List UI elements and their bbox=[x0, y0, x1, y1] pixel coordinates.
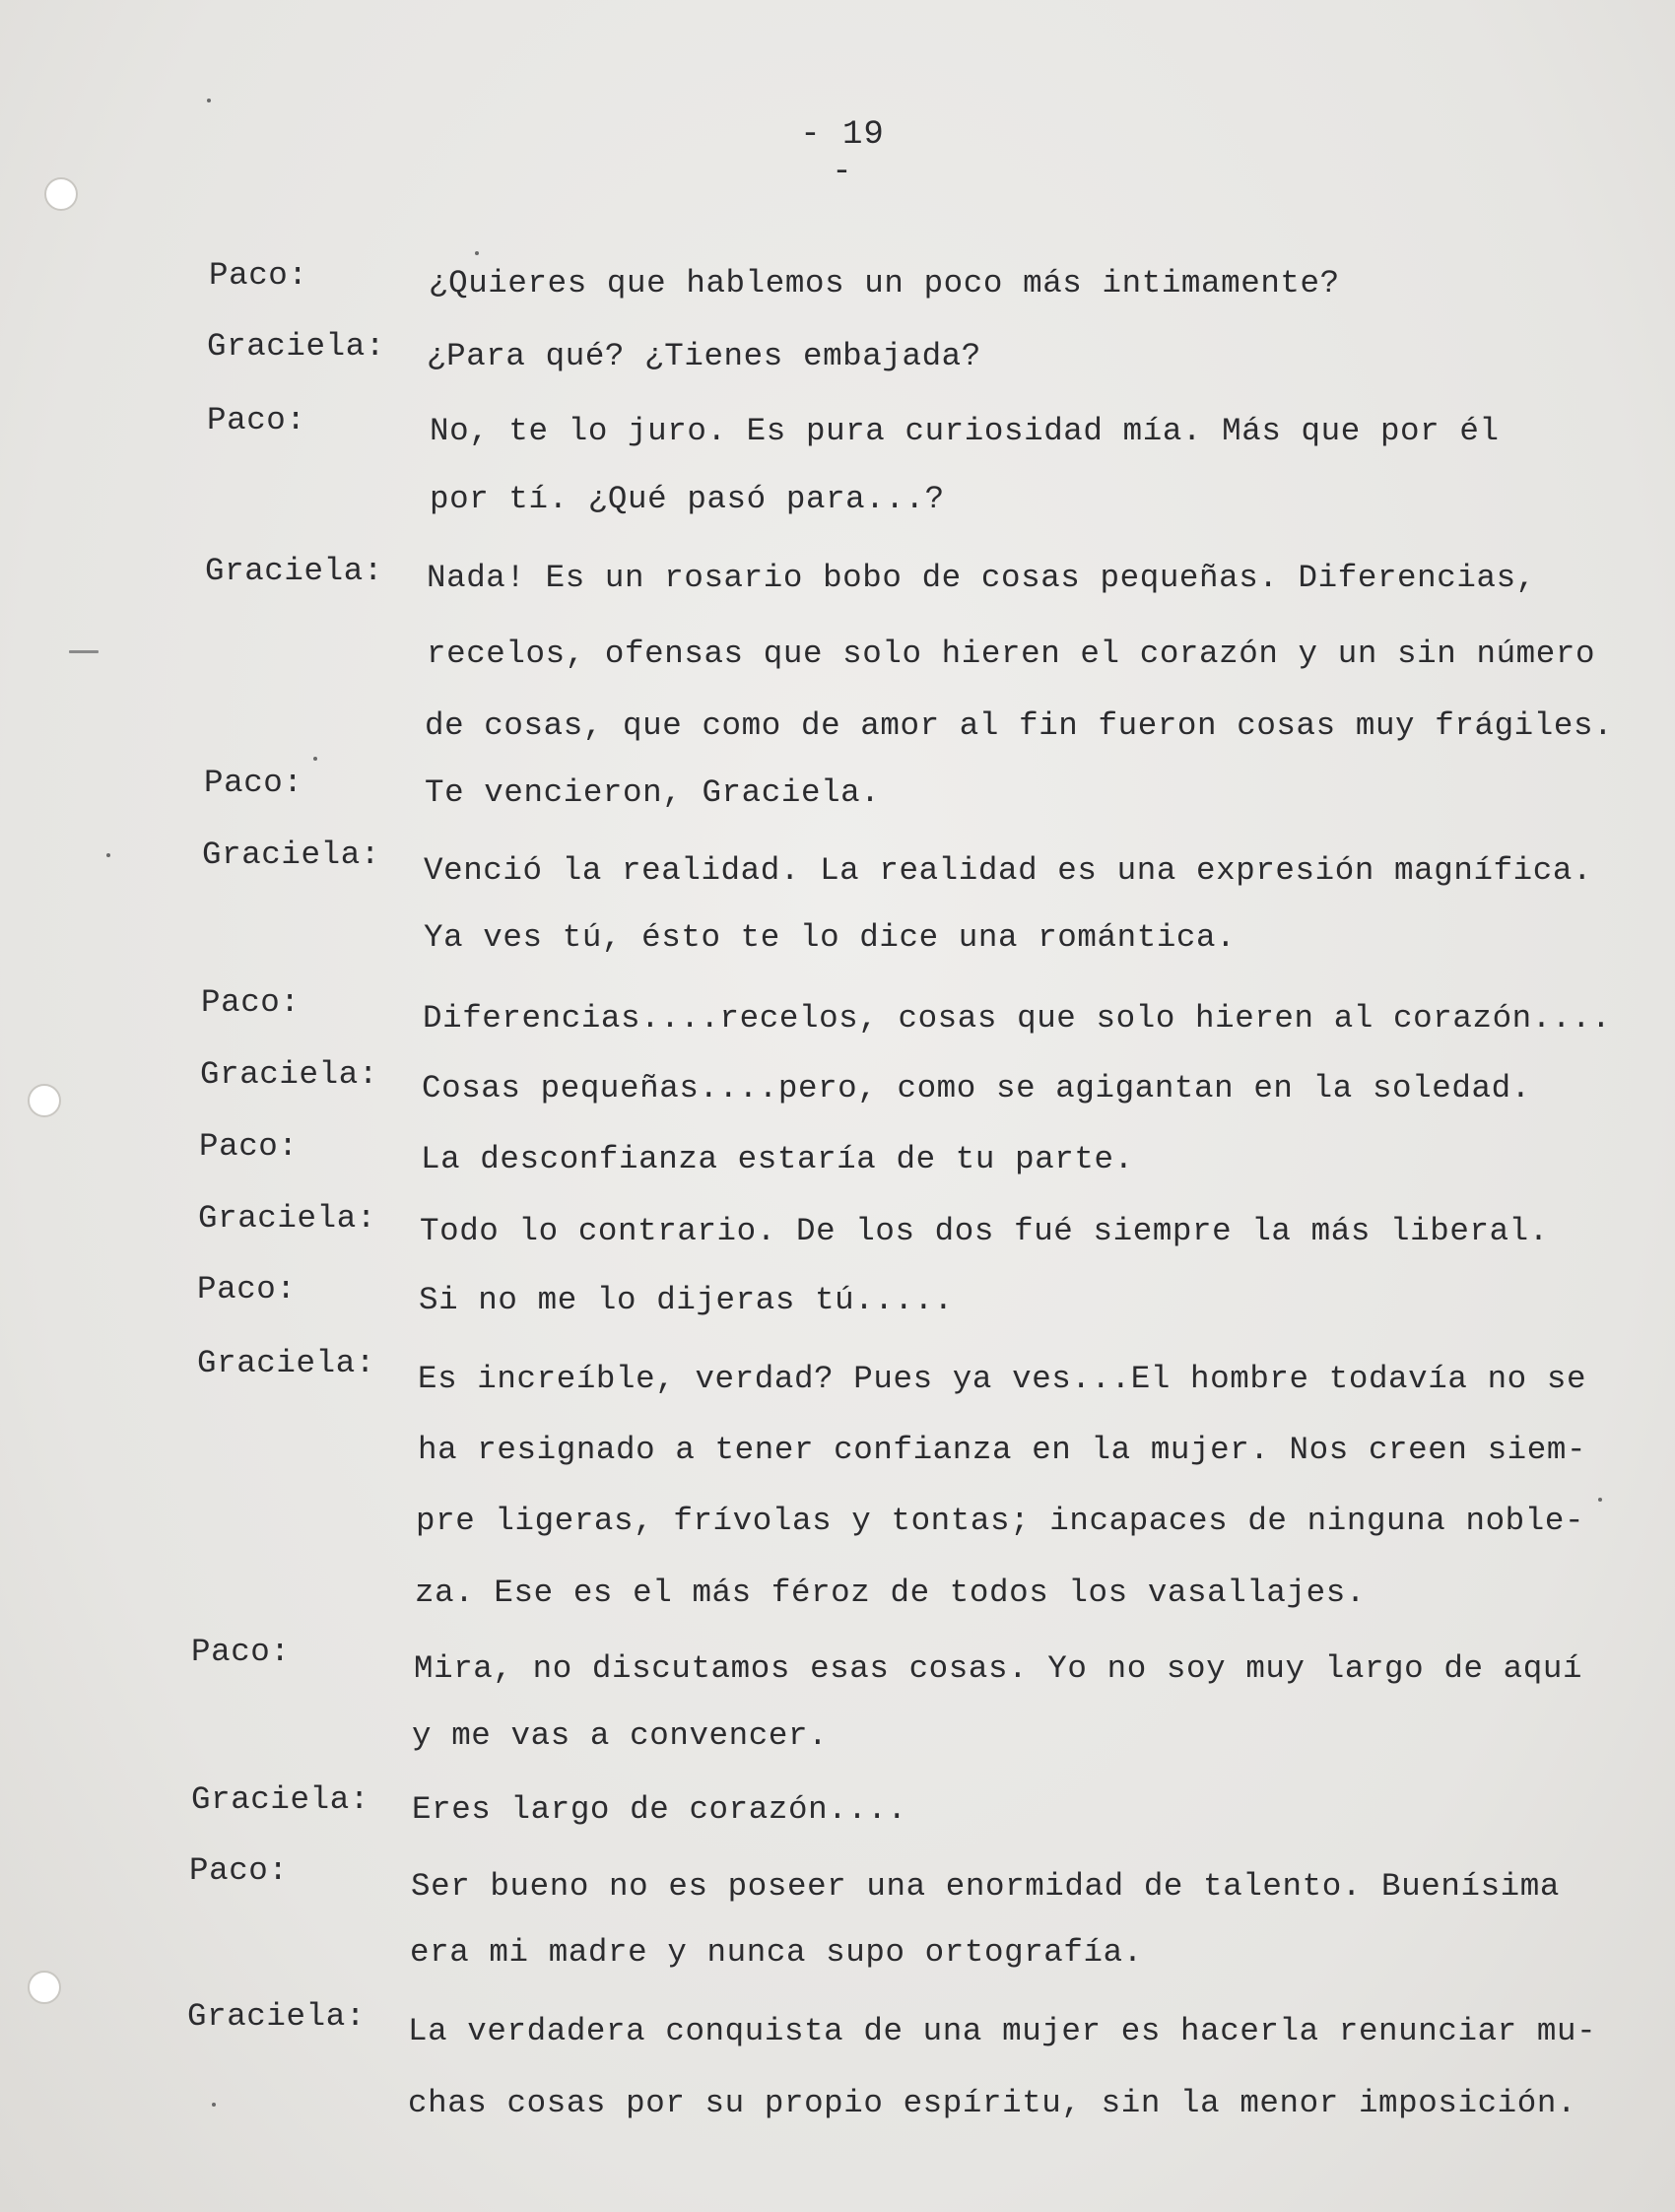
speaker-label: Graciela: bbox=[198, 1200, 376, 1237]
dialogue-line: recelos, ofensas que solo hieren el corazón y un sin número bbox=[427, 636, 1596, 672]
speaker-label: Paco: bbox=[204, 765, 303, 801]
speaker-label: Graciela: bbox=[202, 837, 380, 873]
dialogue-line: pre ligeras, frívolas y tontas; incapaces de ninguna noble- bbox=[416, 1503, 1585, 1539]
ink-speck bbox=[1598, 1498, 1602, 1502]
dialogue-line: La verdadera conquista de una mujer es hacerla renunciar mu- bbox=[408, 2013, 1597, 2049]
speaker-label: Graciela: bbox=[200, 1056, 378, 1093]
ink-speck bbox=[313, 757, 317, 761]
speaker-label: Paco: bbox=[207, 402, 306, 438]
punch-hole-top bbox=[44, 177, 78, 211]
dialogue-line: No, te lo juro. Es pura curiosidad mía. Más que por él bbox=[430, 413, 1500, 449]
dialogue-line: Te vencieron, Graciela. bbox=[425, 774, 881, 811]
dialogue-line: y me vas a convencer. bbox=[412, 1717, 829, 1754]
dialogue-line: ¿Para qué? ¿Tienes embajada? bbox=[427, 338, 981, 374]
ink-speck bbox=[69, 650, 99, 653]
ink-speck bbox=[475, 251, 479, 255]
speaker-label: Graciela: bbox=[205, 553, 383, 589]
speaker-label: Graciela: bbox=[207, 328, 385, 365]
speaker-label: Paco: bbox=[199, 1128, 299, 1165]
dialogue-line: ¿Quieres que hablemos un poco más intimamente? bbox=[429, 265, 1340, 302]
speaker-label: Paco: bbox=[189, 1852, 289, 1889]
dialogue-line: chas cosas por su propio espíritu, sin la menor imposición. bbox=[408, 2085, 1577, 2121]
dialogue-line: de cosas, que como de amor al fin fueron cosas muy frágiles. bbox=[425, 707, 1614, 744]
speaker-label: Paco: bbox=[201, 984, 301, 1021]
dialogue-line: Diferencias....recelos, cosas que solo hieren al corazón.... bbox=[423, 1000, 1612, 1037]
punch-hole-bottom bbox=[28, 1971, 61, 2004]
speaker-label: Paco: bbox=[209, 257, 308, 294]
ink-speck bbox=[212, 2103, 216, 2107]
dialogue-line: Venció la realidad. La realidad es una expresión magnífica. bbox=[424, 852, 1593, 889]
speaker-label: Graciela: bbox=[197, 1345, 375, 1381]
dialogue-line: Eres largo de corazón.... bbox=[412, 1791, 907, 1828]
dialogue-line: Es increíble, verdad? Pues ya ves...El hombre todavía no se bbox=[418, 1361, 1587, 1397]
dialogue-line: por tí. ¿Qué pasó para...? bbox=[430, 481, 945, 517]
speaker-label: Graciela: bbox=[187, 1998, 366, 2035]
dialogue-line: Nada! Es un rosario bobo de cosas pequeñas. Diferencias, bbox=[427, 560, 1536, 596]
speaker-label: Graciela: bbox=[191, 1781, 369, 1818]
punch-hole-middle bbox=[28, 1084, 61, 1117]
dialogue-line: Si no me lo dijeras tú..... bbox=[419, 1282, 954, 1318]
dialogue-line: za. Ese es el más féroz de todos los vasallajes. bbox=[415, 1575, 1366, 1611]
dialogue-line: Ya ves tú, ésto te lo dice una romántica. bbox=[424, 919, 1237, 956]
ink-speck bbox=[207, 99, 211, 102]
speaker-label: Paco: bbox=[191, 1634, 291, 1670]
speaker-label: Paco: bbox=[197, 1271, 297, 1307]
dialogue-line: Todo lo contrario. De los dos fué siempre la más liberal. bbox=[420, 1213, 1549, 1249]
ink-speck bbox=[106, 853, 110, 857]
dialogue-line: Cosas pequeñas....pero, como se agigantan en la soledad. bbox=[422, 1070, 1531, 1106]
dialogue-line: ha resignado a tener confianza en la mujer. Nos creen siem- bbox=[418, 1432, 1587, 1468]
dialogue-line: era mi madre y nunca supo ortografía. bbox=[410, 1934, 1143, 1971]
dialogue-line: Mira, no discutamos esas cosas. Yo no soy muy largo de aquí bbox=[414, 1650, 1583, 1687]
dialogue-line: Ser bueno no es poseer una enormidad de talento. Buenísima bbox=[411, 1868, 1560, 1905]
page-number: - 19 - bbox=[800, 116, 885, 191]
dialogue-line: La desconfianza estaría de tu parte. bbox=[421, 1141, 1134, 1177]
